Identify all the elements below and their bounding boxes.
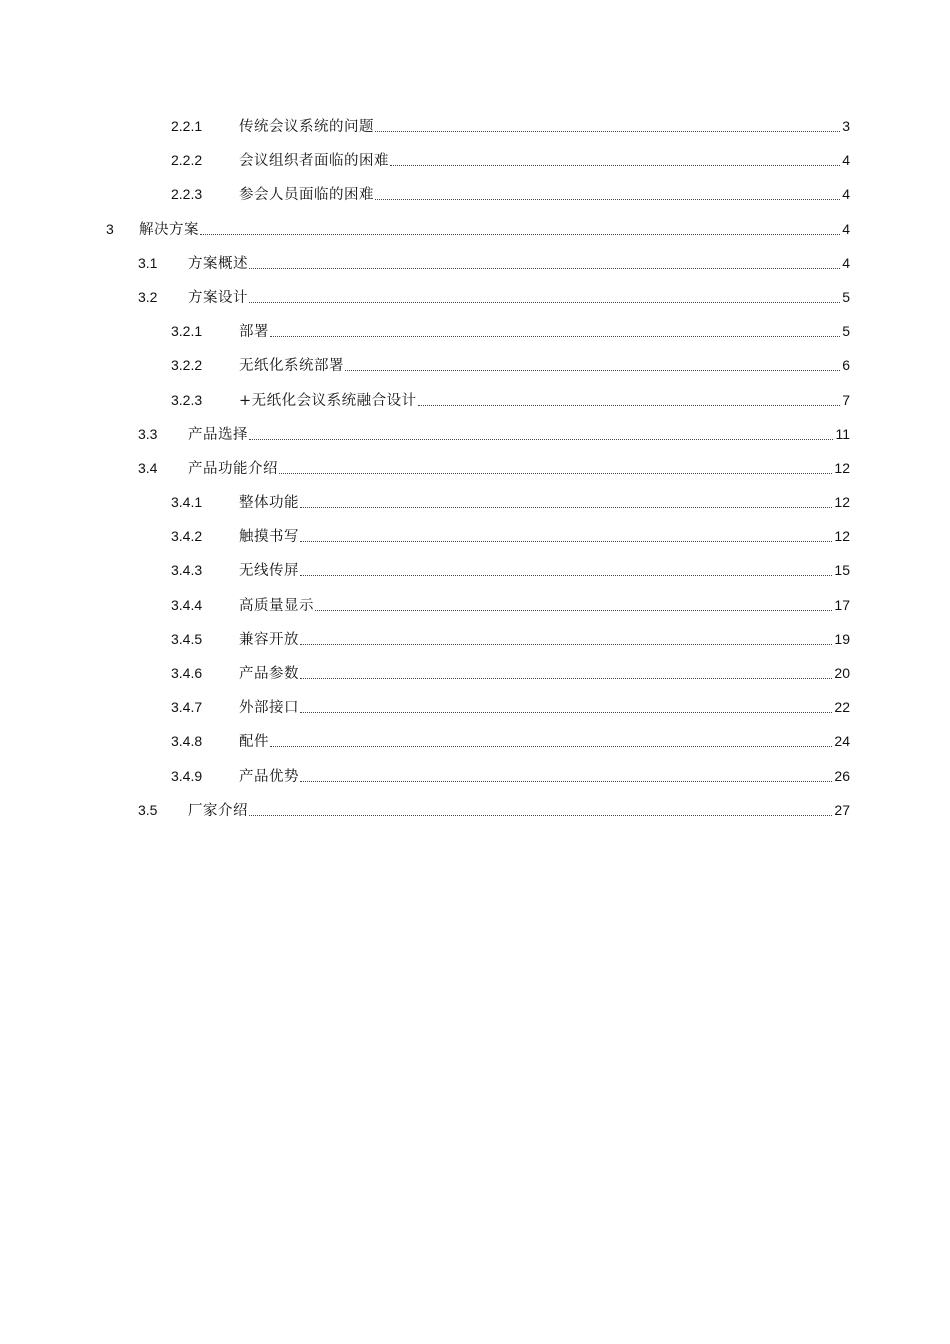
toc-dot-leader: [300, 711, 832, 713]
toc-entry-number: 3.2.1: [171, 323, 203, 340]
toc-dot-leader: [249, 814, 832, 816]
toc-entry-number: 3.2.3: [171, 391, 203, 408]
toc-dot-leader: [375, 198, 840, 200]
toc-entry[interactable]: [0, 622, 950, 656]
toc-entry[interactable]: [0, 724, 950, 758]
toc-entry[interactable]: [0, 212, 950, 246]
toc-entry-line: [239, 731, 850, 751]
toc-entry[interactable]: [0, 519, 950, 553]
toc-entry[interactable]: [0, 177, 950, 211]
toc-entry-title: 产品选择: [188, 426, 248, 443]
toc-entry[interactable]: [0, 109, 950, 143]
toc-entry[interactable]: [0, 143, 950, 177]
toc-entry[interactable]: [0, 246, 950, 280]
toc-entry-line: [239, 150, 850, 170]
toc-entry[interactable]: [0, 793, 950, 827]
toc-entry-line: [239, 184, 850, 204]
toc-entry-title: 高质量显示: [239, 597, 314, 614]
toc-dot-leader: [315, 609, 832, 611]
toc-entry[interactable]: [0, 485, 950, 519]
toc-entry-page-number: 11: [835, 425, 850, 442]
toc-entry-page-number: 5: [842, 323, 850, 340]
toc-entry-line: [239, 390, 850, 410]
toc-entry-line: [239, 560, 850, 580]
toc-entry-title: 方案设计: [188, 289, 248, 306]
toc-entry-title: 厂家介绍: [188, 802, 248, 819]
toc-entry-page-number: 26: [834, 767, 850, 784]
toc-entry-line: [239, 663, 850, 683]
toc-entry-line: [188, 458, 850, 478]
toc-dot-leader: [200, 233, 840, 235]
toc-entry-title: 传统会议系统的问题: [239, 119, 374, 135]
toc-entry-line: [239, 766, 850, 786]
toc-dot-leader: [249, 438, 833, 440]
toc-entry-number: 2.2.1: [171, 118, 203, 134]
toc-entry-line: [188, 424, 850, 444]
toc-entry-number: 2.2.3: [171, 186, 203, 203]
toc-entry-line: [239, 595, 850, 615]
toc-entry-line: [239, 697, 850, 717]
toc-dot-leader: [270, 335, 840, 337]
toc-entry[interactable]: [0, 759, 950, 793]
toc-entry[interactable]: [0, 383, 950, 417]
toc-entry-title: 产品功能介绍: [188, 460, 278, 477]
toc-entry-title: 外部接口: [239, 700, 299, 717]
toc-dot-leader: [300, 780, 832, 782]
toc-entry-line: [239, 629, 850, 649]
toc-entry-number: 3.4.9: [171, 767, 203, 784]
toc-entry-page-number: 4: [842, 186, 850, 203]
toc-entry-line: [188, 800, 850, 820]
toc-entry-page-number: 20: [834, 665, 850, 681]
toc-dot-leader: [300, 574, 832, 576]
toc-entry-title: 兼容开放: [239, 631, 299, 648]
toc-entry-number: 3.5: [138, 801, 158, 818]
toc-dot-leader: [249, 267, 840, 269]
toc-entry-page-number: 27: [834, 801, 850, 818]
toc-entry-number: 3.4.4: [171, 596, 203, 613]
toc-entry-page-number: 3: [842, 118, 850, 134]
toc-entry-page-number: 4: [842, 220, 850, 237]
toc-entry-line: [239, 355, 850, 375]
toc-entry-title: 无纸化系统部署: [239, 358, 344, 375]
toc-entry-number: 3.4.3: [171, 562, 203, 579]
toc-dot-leader: [390, 164, 840, 166]
toc-entry-number: 2.2.2: [171, 152, 203, 169]
toc-entry-number: 3.4.5: [171, 630, 203, 647]
toc-entry-page-number: 4: [842, 254, 850, 271]
toc-entry-title: 解决方案: [139, 221, 199, 238]
toc-entry-number: 3.4.7: [171, 699, 203, 716]
toc-entry[interactable]: [0, 417, 950, 451]
toc-dot-leader: [270, 745, 832, 747]
toc-entry-title: 无线传屏: [239, 563, 299, 580]
toc-entry-number: 3: [106, 220, 114, 237]
toc-entry-page-number: 19: [834, 630, 850, 647]
toc-entry-page-number: 7: [842, 391, 850, 408]
toc-entry-line: [188, 253, 850, 273]
toc-entry-page-number: 17: [834, 596, 850, 613]
toc-entry-page-number: 5: [842, 288, 850, 305]
toc-dot-leader: [300, 506, 832, 508]
toc-entry-line: [239, 526, 850, 546]
toc-dot-leader: [375, 130, 840, 132]
toc-entry-number: 3.3: [138, 425, 158, 442]
toc-entry[interactable]: [0, 314, 950, 348]
toc-entry-line: [139, 219, 850, 239]
toc-entry-number: 3.4.8: [171, 733, 203, 750]
toc-entry-title: 方案概述: [188, 255, 248, 272]
toc-entry[interactable]: [0, 588, 950, 622]
toc-entry-line: [239, 492, 850, 512]
toc-entry-number: 3.4.2: [171, 528, 203, 545]
toc-entry-title: 产品优势: [239, 768, 299, 785]
toc-entry[interactable]: [0, 690, 950, 724]
toc-entry-page-number: 24: [834, 733, 850, 750]
toc-entry-title: 配件: [239, 734, 269, 751]
toc-dot-leader: [345, 369, 840, 371]
toc-entry[interactable]: [0, 656, 950, 690]
toc-entry-page-number: 12: [834, 459, 850, 476]
toc-entry-line: [239, 321, 850, 341]
toc-entry-title: 触摸书写: [239, 529, 299, 546]
toc-entry-title: 会议组织者面临的困难: [239, 153, 389, 170]
toc-dot-leader: [249, 301, 840, 303]
toc-dot-leader: [279, 472, 832, 474]
toc-entry-page-number: 12: [834, 494, 850, 511]
toc-entry[interactable]: [0, 280, 950, 314]
toc-entry[interactable]: [0, 553, 950, 587]
toc-entry-number: 3.1: [138, 254, 158, 271]
toc-entry-number: 3.4.6: [171, 665, 203, 681]
toc-entry-number: 3.2: [138, 288, 158, 305]
toc-dot-leader: [300, 643, 832, 645]
toc-dot-leader: [418, 404, 841, 406]
toc-entry-number: 3.2.2: [171, 357, 203, 374]
toc-entry-page-number: 15: [834, 562, 850, 579]
toc-entry-page-number: 4: [842, 152, 850, 169]
toc-dot-leader: [300, 677, 832, 679]
toc-entry-number: 3.4: [138, 459, 158, 476]
toc-entry-title: 部署: [239, 324, 269, 341]
table-of-contents: [0, 109, 950, 827]
toc-entry-line: [188, 287, 850, 307]
toc-entry-title: 参会人员面临的困难: [239, 187, 374, 204]
toc-entry-page-number: 22: [834, 699, 850, 716]
toc-entry-title: 产品参数: [239, 666, 299, 682]
toc-entry-line: [239, 116, 850, 136]
toc-entry-page-number: 6: [842, 357, 850, 374]
toc-entry-page-number: 12: [834, 528, 850, 545]
toc-entry[interactable]: [0, 348, 950, 382]
toc-dot-leader: [300, 540, 832, 542]
toc-entry-title: 整体功能: [239, 495, 299, 512]
toc-entry-number: 3.4.1: [171, 494, 203, 511]
toc-entry[interactable]: [0, 451, 950, 485]
toc-entry-title: +无纸化会议系统融合设计: [239, 392, 417, 409]
